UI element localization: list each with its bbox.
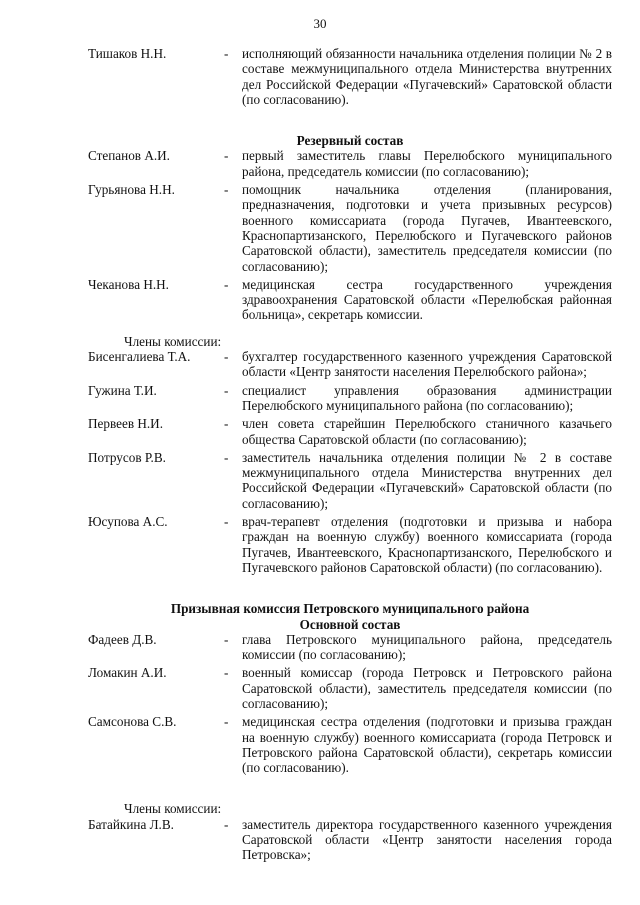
person-name: Потрусов Р.В. (88, 449, 166, 465)
dash-separator: - (224, 665, 229, 681)
section-title-petrovsk: Призывная комиссия Петровского муниципального района (170, 601, 530, 617)
person-position: бухгалтер государственного казенного учреждения Саратовской области «Центр занятости населения Перелюбского района»; (242, 349, 612, 380)
person-position: врач-терапевт отделения (подготовки и призыва и набора граждан на военную службу) военного комиссариата (города Пугачев, Ивантеевского, Краснопартизанского, Перелюбского и Пугачевского районов Саратовской области) (по согласованию). (242, 514, 612, 575)
list-item (88, 632, 612, 663)
list-item (88, 450, 612, 511)
person-position: исполняющий обязанности начальника отделения полиции № 2 в составе межмуниципального отдела Министерства внутренних дел Российской Федерации «Пугачевский» Саратовской области (по согласованию). (242, 46, 612, 107)
person-name: Самсонова С.В. (88, 714, 177, 730)
dash-separator: - (224, 816, 229, 832)
person-position: первый заместитель главы Перелюбского муниципального района, председатель комиссии (по согласованию); (242, 148, 612, 179)
person-name: Фадеев Д.В. (88, 631, 157, 647)
list-item (88, 416, 612, 447)
dash-separator: - (224, 416, 229, 432)
person-position: глава Петровского муниципального района, председатель комиссии (по согласованию); (242, 631, 612, 663)
members-label: Члены комиссии: (124, 801, 222, 817)
list-item (88, 148, 612, 179)
person-position: помощник начальника отделения (планирования, предназначения, подготовки и учета призывных ресурсов) военного комиссариата (города Пугачев, Ивантеевского, Краснопартизанского, Перелюбского и Пугачевского районов Саратовской области), заместитель председателя комиссии (по согласованию); (242, 182, 612, 274)
person-position: военный комиссар (города Петровск и Петровского района Саратовской области), заместитель председателя комиссии (по согласованию); (242, 665, 612, 711)
list-item (88, 349, 612, 380)
person-name: Батайкина Л.В. (88, 816, 174, 832)
person-position: специалист управления образования администрации Перелюбского муниципального района (по согласованию); (242, 382, 612, 413)
list-item (88, 383, 612, 414)
list-item (88, 714, 612, 775)
person-position: заместитель начальника отделения полиции № 2 в составе межмуниципального отдела Министерства внутренних дел Российской Федерации «Пугачевский» Саратовской области (по согласованию); (242, 449, 612, 511)
dash-separator: - (224, 276, 229, 292)
person-name: Ломакин А.И. (88, 665, 167, 681)
section-title-reserve: Резервный состав (296, 133, 404, 149)
dash-separator: - (224, 714, 229, 730)
dash-separator: - (224, 148, 229, 164)
list-item (88, 277, 612, 323)
list-item (88, 817, 612, 863)
dash-separator: - (224, 382, 229, 398)
dash-separator: - (224, 449, 229, 465)
person-position: медицинская сестра государственного учреждения здравоохранения Саратовской области «Перелюбская районная больница», секретарь комиссии. (242, 276, 612, 323)
page-number: 30 (313, 16, 327, 31)
person-name: Чеканова Н.Н. (88, 276, 169, 292)
person-name: Гурьянова Н.Н. (88, 182, 175, 198)
members-label: Члены комиссии: (124, 333, 222, 349)
section-subtitle-main: Основной состав (299, 616, 401, 632)
list-item (88, 182, 612, 274)
person-position: медицинская сестра отделения (подготовки и призыва граждан на военную службу) военного комиссариата (города Петровск и Петровского района Саратовской области), секретарь комиссии (по согласованию). (242, 714, 612, 776)
list-item (88, 665, 612, 711)
person-name: Первеев Н.И. (88, 416, 163, 432)
dash-separator: - (224, 182, 229, 198)
dash-separator: - (224, 631, 229, 647)
document-content (88, 46, 612, 863)
person-name: Бисенгалиева Т.А. (88, 349, 191, 365)
dash-separator: - (224, 46, 229, 61)
person-position: заместитель директора государственного казенного учреждения Саратовской области «Центр занятости населения города Петровска»; (242, 816, 612, 863)
person-name: Юсупова А.С. (88, 514, 168, 530)
dash-separator: - (224, 349, 229, 365)
list-item (88, 46, 612, 107)
person-position: член совета старейшин Перелюбского станичного казачьего общества Саратовской области (по согласованию); (242, 416, 612, 447)
person-name: Гужина Т.И. (88, 382, 157, 398)
person-name: Тишаков Н.Н. (88, 46, 167, 61)
dash-separator: - (224, 514, 229, 530)
list-item (88, 514, 612, 575)
person-name: Степанов А.И. (88, 148, 170, 164)
